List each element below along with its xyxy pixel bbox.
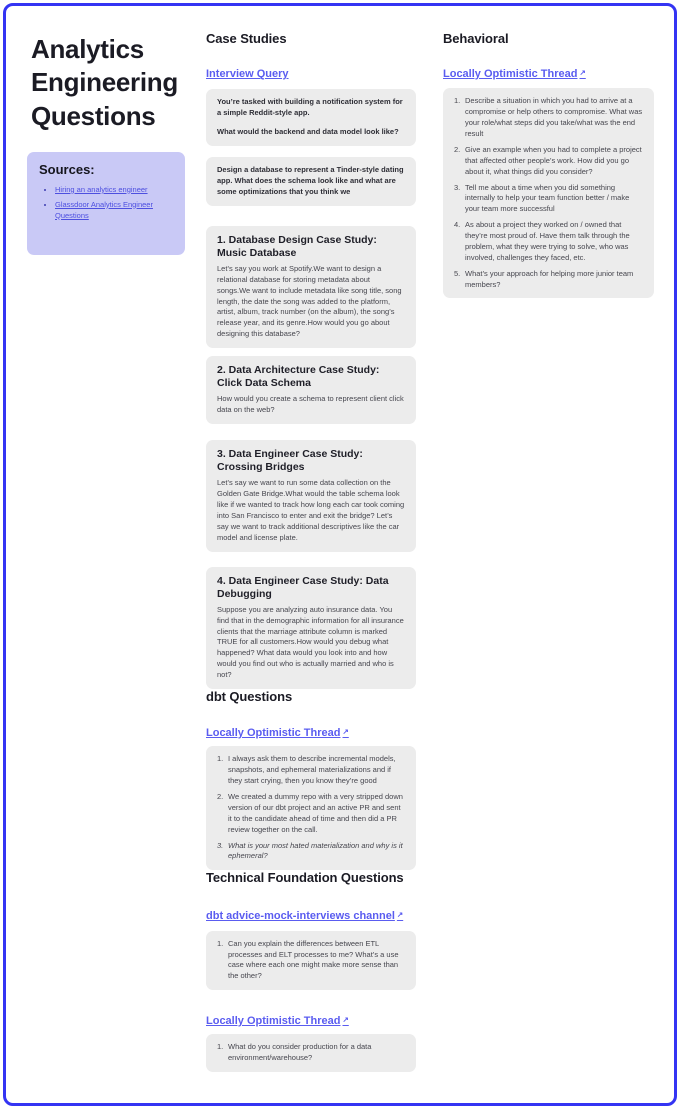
list-item: What is your most hated materialization and why is it ephemeral? <box>228 840 403 861</box>
list-item: Give an example when you had to complete a project that affected other people’s work. How did you go about it, what things did you consider? <box>465 144 642 176</box>
link-row <box>206 63 416 82</box>
card-heading: 4. Data Engineer Case Study: Data Debugging <box>217 574 389 600</box>
list-item: Can you explain the differences between ETL processes and ELT processes to me? What’s a use case where each one might make more sense than the other? <box>228 938 399 981</box>
page-title: Analytics Engineering Questions <box>31 34 178 131</box>
question-card-production-environment <box>206 1034 416 1072</box>
question-list <box>217 939 405 983</box>
left-column <box>27 31 185 1072</box>
source-link-glassdoor-questions[interactable]: Glassdoor Analytics Engineer Questions <box>55 199 153 220</box>
card-body: Let’s say we want to run some data collection on the Golden Gate Bridge.What would the table schema look like if we wanted to track how long each car took coming into San Francisco to enter and exit the bridge? Let’s say we want to track additional descriptives like the car model and license plate. <box>217 478 405 542</box>
middle-column <box>206 31 416 1072</box>
right-column <box>443 31 654 1072</box>
external-link-icon: ↗ <box>579 68 586 78</box>
list-item: What do you consider production for a data environment/warehouse? <box>228 1042 372 1063</box>
page-content <box>6 6 674 1072</box>
card-heading: 2. Data Architecture Case Study: Click Data Schema <box>217 364 380 390</box>
card-paragraph: What would the backend and data model look like? <box>217 127 399 137</box>
question-card-music-database <box>206 226 416 348</box>
link-row <box>206 722 416 741</box>
sources-list <box>39 185 173 222</box>
question-list <box>454 96 643 290</box>
question-card-behavioral <box>443 88 654 298</box>
interview-query-link[interactable] <box>206 68 289 80</box>
section-heading-behavioral: Behavioral <box>443 31 509 46</box>
question-list <box>217 754 405 862</box>
link-label: Locally Optimistic Thread <box>206 727 341 740</box>
section-heading-case-studies: Case Studies <box>206 31 287 46</box>
sources-heading: Sources: <box>39 161 95 177</box>
external-link-icon: ↗ <box>342 1015 349 1025</box>
locally-optimistic-thread-link-behavioral[interactable] <box>443 68 586 80</box>
list-item: What’s your approach for helping more junior team members? <box>465 268 634 289</box>
link-label: Interview Query <box>206 68 289 81</box>
question-card-crossing-bridges <box>206 440 416 552</box>
link-label: Locally Optimistic Thread <box>443 68 578 81</box>
source-link-hiring-analytics-engineer[interactable]: Hiring an analytics engineer <box>55 184 148 194</box>
card-body: Suppose you are analyzing auto insurance data. You find that in the demographic information for all insurance clients that the marriage attribute column is marked TRUE for all customers.How would you debug what happened? What data would you look into and how would you find out who is actually married and who is not? <box>217 604 404 680</box>
list-item: Tell me about a time when you did something internally to help your team function better / make your team more successful <box>465 182 630 214</box>
page <box>3 3 677 1106</box>
link-label: dbt advice-mock-interviews channel <box>206 909 395 922</box>
locally-optimistic-thread-link-dbt[interactable] <box>206 727 349 739</box>
list-item <box>55 200 173 222</box>
locally-optimistic-thread-link-technical[interactable] <box>206 1015 349 1027</box>
dbt-advice-mock-interviews-link[interactable] <box>206 910 403 922</box>
question-card-etl-elt <box>206 931 416 991</box>
card-body: Let’s say you work at Spotify.We want to design a relational database for storing metadata about songs.We want to include metadata like song title, song length, the date the song was added to the platform, artist, album, track number (on the album), the song’s release year, and its genre.How would you go about designing this database? <box>217 263 402 339</box>
card-heading: 1. Database Design Case Study: Music Database <box>217 233 377 259</box>
list-item <box>55 185 173 196</box>
card-heading: 3. Data Engineer Case Study: Crossing Bridges <box>217 448 363 474</box>
section-heading-dbt-questions: dbt Questions <box>206 688 293 704</box>
list-item: Describe a situation in which you had to arrive at a compromise or help others to compromise. What was your role/what steps did you take/what was the end result <box>465 96 643 139</box>
external-link-icon: ↗ <box>396 909 404 919</box>
list-item: We created a dummy repo with a very stripped down version of our dbt project and an active PR and sent it to the candidate ahead of time and then did a PR review together on the call. <box>228 792 403 834</box>
question-card-reddit-notification <box>206 89 416 146</box>
link-row <box>443 63 654 82</box>
question-list <box>217 1042 405 1064</box>
card-paragraph: You’re tasked with building a notification system for a simple Reddit-style app. <box>217 97 403 118</box>
external-link-icon: ↗ <box>342 727 349 737</box>
list-item: As about a project they worked on / owned that they’re most proud of. Have them talk through the problem, what they were trying to solve, who was involved, challenges they faced, etc. <box>465 220 630 262</box>
question-card-dbt-thread <box>206 746 416 870</box>
section-heading-technical-foundation: Technical Foundation Questions <box>206 870 404 886</box>
link-label: Locally Optimistic Thread <box>206 1015 341 1028</box>
question-card-click-data-schema <box>206 356 416 424</box>
link-row <box>206 1010 416 1029</box>
link-row <box>206 905 416 924</box>
card-paragraph: Design a database to represent a Tinder-style dating app. What does the schema look like and what are some optimizations that you think we <box>217 165 404 196</box>
question-card-data-debugging <box>206 567 416 689</box>
sources-panel <box>27 152 185 256</box>
list-item: I always ask them to describe incremental models, snapshots, and ephemeral materializations and if they start crying, then you know they’re good <box>228 754 396 786</box>
question-card-tinder-database <box>206 157 416 206</box>
card-body: How would you create a schema to represent client click data on the web? <box>217 394 404 415</box>
